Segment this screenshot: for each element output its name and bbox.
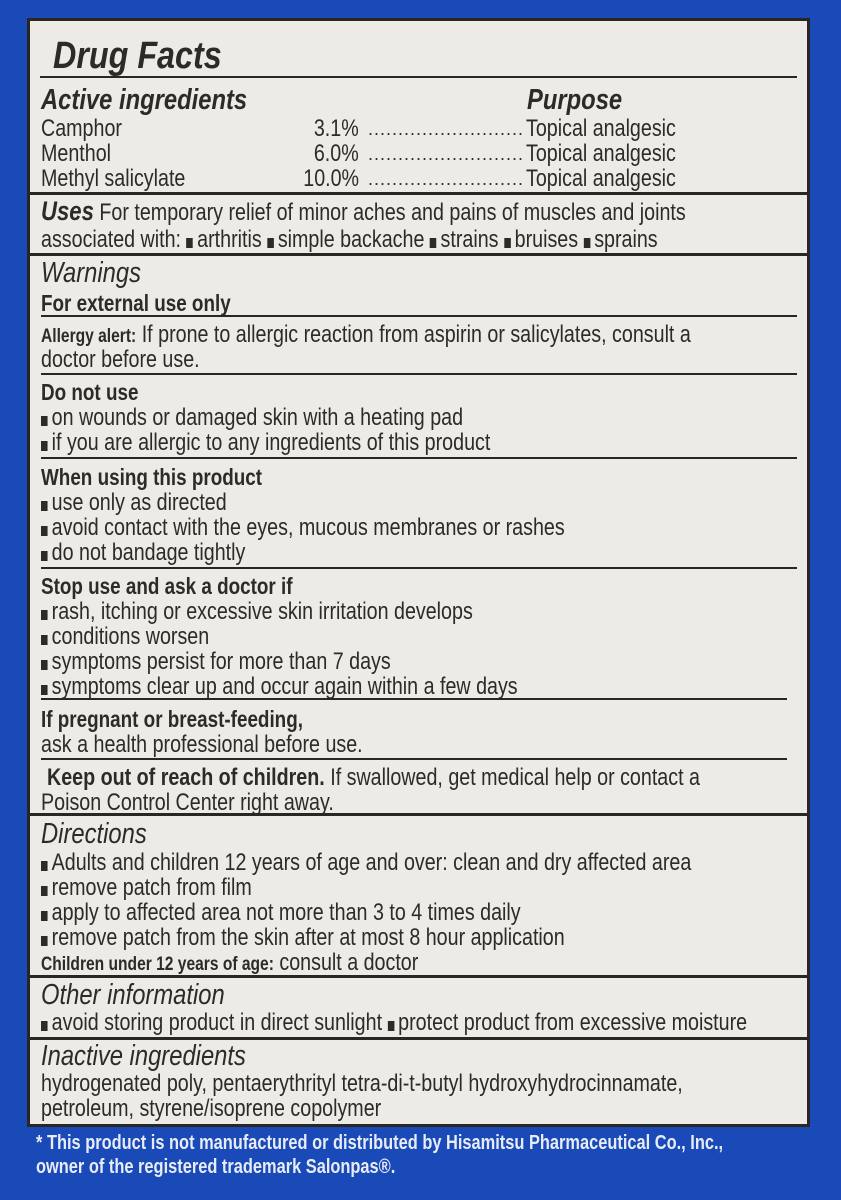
ingredient-purpose: Topical analgesic	[526, 140, 676, 167]
divider	[41, 457, 797, 459]
ingredient-percent: 3.1%	[314, 115, 359, 142]
list-item	[41, 925, 680, 950]
section-divider	[30, 813, 807, 816]
allergy-alert-line2	[41, 347, 234, 372]
do-not-use-label: Do not use	[41, 379, 139, 405]
bullet-icon	[430, 238, 437, 248]
inactive-text: petroleum, styrene/isoprene copolymer	[41, 1095, 382, 1122]
list-item-text: avoid contact with the eyes, mucous membranes or rashes	[51, 514, 565, 541]
list-item-text: remove patch from the skin after at most 8 hour application	[51, 924, 565, 951]
bullet-icon	[267, 238, 274, 248]
inactive-text: hydrogenated poly, pentaerythrityl tetra-di-t-butyl hydroxyhydrocinnamate,	[41, 1070, 683, 1097]
keep-out-line2	[41, 790, 398, 815]
bullet-icon	[41, 886, 48, 896]
bullet-icon	[388, 1021, 395, 1031]
pregnant-text	[41, 732, 433, 757]
section-divider	[30, 975, 807, 978]
disclaimer-line: * This product is not manufactured or distributed by Hisamitsu Pharmaceutical Co., Inc.,	[36, 1132, 724, 1154]
list-item-text: rash, itching or excessive skin irritation develops	[51, 598, 473, 625]
bullet-icon	[41, 936, 48, 946]
uses-list	[41, 227, 793, 252]
list-item	[41, 850, 834, 875]
uses-heading: Uses	[41, 196, 94, 226]
list-item-text: use only as directed	[51, 489, 227, 516]
list-item-text: remove patch from film	[51, 874, 252, 901]
list-item-text: symptoms persist for more than 7 days	[51, 648, 391, 675]
list-item-text: avoid storing product in direct sunlight	[51, 1009, 383, 1036]
section-divider	[30, 253, 807, 256]
stop-use-heading	[41, 573, 348, 600]
bullet-icon	[41, 610, 48, 620]
external-use	[41, 290, 272, 317]
purpose-heading	[527, 84, 643, 117]
when-using-label: When using this product	[41, 464, 263, 490]
other-info-list	[41, 1010, 841, 1035]
leader-dots: ..........................	[368, 144, 525, 164]
leader-dots: ..........................	[368, 119, 525, 139]
bullet-icon	[41, 660, 48, 670]
list-item-text: on wounds or damaged skin with a heating pad	[51, 404, 464, 431]
bullet-icon	[41, 526, 48, 536]
bullet-icon	[504, 238, 511, 248]
allergy-alert-text: If prone to allergic reaction from aspirin or salicylates, consult a	[141, 321, 691, 348]
bullet-icon	[41, 911, 48, 921]
active-ingredients-label: Active ingredients	[41, 84, 248, 116]
divider	[41, 567, 797, 569]
other-info-label: Other information	[41, 979, 225, 1011]
uses-item: bruises	[514, 226, 579, 253]
section-divider	[30, 192, 807, 195]
warnings-label: Warnings	[41, 257, 142, 289]
list-item-text: protect product from excessive moisture	[398, 1009, 748, 1036]
list-item	[41, 674, 622, 699]
pregnant-heading	[41, 706, 360, 733]
divider	[41, 315, 797, 317]
bullet-icon	[41, 685, 48, 695]
keep-out-text: If swallowed, get medical help or contact a	[330, 764, 700, 791]
external-use-label: For external use only	[41, 290, 231, 316]
list-item-text: apply to affected area not more than 3 to 4 times daily	[51, 899, 521, 926]
list-item	[41, 875, 298, 900]
warnings-heading	[41, 257, 163, 290]
bullet-icon	[41, 416, 48, 426]
purpose-label: Purpose	[527, 84, 623, 116]
list-item	[41, 599, 568, 624]
children-label: Children under 12 years of age:	[41, 954, 274, 975]
list-item	[41, 900, 626, 925]
uses-item: simple backache	[277, 226, 425, 253]
list-item	[41, 490, 267, 515]
ingredient-purpose: Topical analgesic	[526, 165, 676, 192]
children-text: consult a doctor	[279, 949, 419, 976]
do-not-use-heading	[41, 379, 160, 406]
other-info-heading	[41, 979, 265, 1012]
bullet-icon	[41, 551, 48, 561]
stop-use-label: Stop use and ask a doctor if	[41, 573, 293, 599]
inactive-heading	[41, 1040, 291, 1073]
bullet-icon	[41, 861, 48, 871]
list-item	[41, 649, 467, 674]
allergy-alert	[41, 322, 833, 349]
inactive-line1	[41, 1071, 824, 1096]
list-item-text: if you are allergic to any ingredients of this product	[51, 429, 491, 456]
directions-heading	[41, 818, 170, 851]
pregnant-text-content: ask a health professional before use.	[41, 731, 363, 758]
list-item	[41, 515, 680, 540]
children-directions	[41, 950, 501, 977]
divider	[41, 698, 787, 700]
trademark-disclaimer	[36, 1131, 723, 1179]
uses-prefix: associated with:	[41, 226, 182, 253]
inactive-line2	[41, 1096, 456, 1121]
ingredient-name: Methyl salicylate	[41, 165, 186, 192]
allergy-alert-text: doctor before use.	[41, 346, 200, 373]
inactive-label: Inactive ingredients	[41, 1040, 246, 1072]
uses-item: sprains	[594, 226, 658, 253]
divider	[41, 373, 797, 375]
ingredient-percent: 6.0%	[314, 140, 359, 167]
disclaimer-line: owner of the registered trademark Salonpas®.	[36, 1156, 396, 1178]
directions-label: Directions	[41, 818, 147, 850]
list-item	[41, 540, 290, 565]
bullet-icon	[41, 501, 48, 511]
list-item	[41, 624, 246, 649]
bullet-icon	[186, 238, 193, 248]
uses-text: For temporary relief of minor aches and pains of muscles and joints	[99, 199, 686, 226]
list-item-text: conditions worsen	[51, 623, 210, 650]
uses-item: arthritis	[197, 226, 262, 253]
list-item	[41, 430, 589, 455]
pregnant-label: If pregnant or breast-feeding,	[41, 706, 303, 732]
ingredient-name: Menthol	[41, 140, 112, 167]
list-item-text: symptoms clear up and occur again within a few days	[51, 673, 518, 700]
keep-out-text: Poison Control Center right away.	[41, 789, 334, 816]
drug-facts-panel	[27, 18, 810, 1127]
drug-facts-title: Drug Facts	[53, 35, 222, 77]
bullet-icon	[584, 238, 591, 248]
ingredient-name: Camphor	[41, 115, 122, 142]
list-item-text: Adults and children 12 years of age and over: clean and dry affected area	[51, 849, 692, 876]
divider	[40, 76, 797, 78]
active-ingredients-heading	[41, 84, 292, 117]
bullet-icon	[41, 441, 48, 451]
list-item	[41, 405, 556, 430]
uses-section	[41, 196, 827, 226]
list-item-text: do not bandage tightly	[51, 539, 246, 566]
keep-out-label: Keep out of reach of children.	[47, 764, 325, 791]
bullet-icon	[41, 1021, 48, 1031]
keep-out-of-reach	[47, 765, 841, 790]
divider	[41, 758, 787, 760]
leader-dots: ..........................	[368, 169, 525, 189]
when-using-heading	[41, 464, 311, 491]
ingredient-purpose: Topical analgesic	[526, 115, 676, 142]
bullet-icon	[41, 635, 48, 645]
ingredient-percent: 10.0%	[303, 165, 359, 192]
allergy-alert-label: Allergy alert:	[41, 326, 137, 347]
uses-item: strains	[440, 226, 499, 253]
